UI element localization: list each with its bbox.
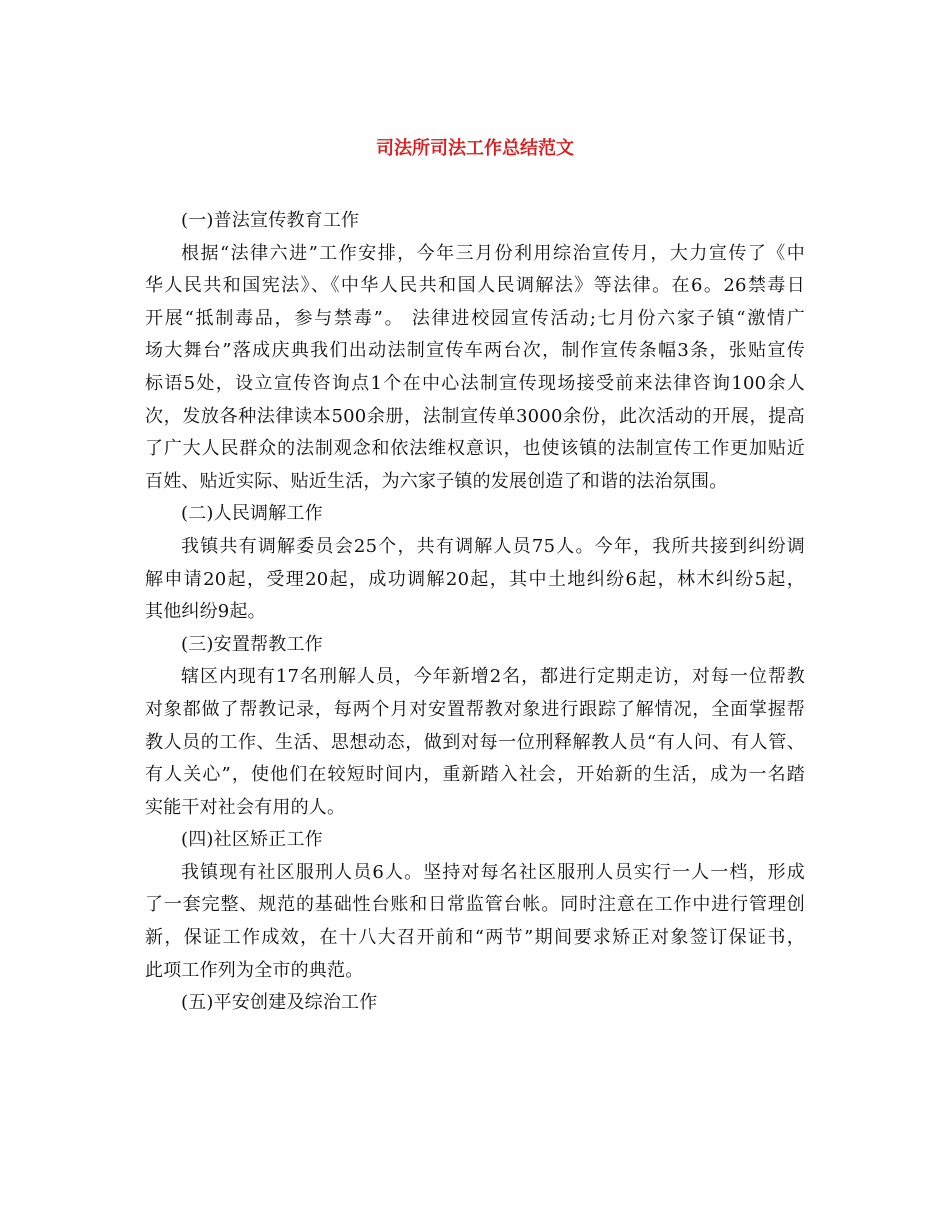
paragraph-line: 次，发放各种法律读本500余册，法制宣传单3000余份，此次活动的开展，提高 xyxy=(145,405,805,427)
paragraph-line: 对象都做了帮教记录，每两个月对安置帮教对象进行跟踪了解情况，全面掌握帮 xyxy=(145,698,805,720)
document-body xyxy=(145,205,805,1020)
paragraph-line: 教人员的工作、生活、思想动态，做到对每一位刑释解教人员“有人问、有人管、 xyxy=(145,731,805,753)
paragraph-line: 百姓、贴近实际、贴近生活，为六家子镇的发展创造了和谐的法治氛围。 xyxy=(145,470,728,492)
section-heading: (五)平安创建及综治工作 xyxy=(181,992,378,1014)
paragraph-line: 实能干对社会有用的人。 xyxy=(145,796,346,818)
section-heading: (三)安置帮教工作 xyxy=(181,633,323,655)
paragraph-line: 其他纠纷9起。 xyxy=(145,601,266,623)
paragraph-line: 解申请20起，受理20起，成功调解20起，其中土地纠纷6起，林木纠纷5起， xyxy=(145,568,805,590)
paragraph-line: 开展“抵制毒品，参与禁毒”。 法律进校园宣传活动;七月份六家子镇“激情广 xyxy=(145,307,805,329)
paragraph-line: 我镇现有社区服刑人员6人。坚持对每名社区服刑人员实行一人一档，形成 xyxy=(181,861,805,883)
paragraph-line: 场大舞台”落成庆典我们出动法制宣传车两台次，制作宣传条幅3条，张贴宣传 xyxy=(145,340,805,362)
paragraph-line: 标语5处，设立宣传咨询点1个在中心法制宣传现场接受前来法律咨询100余人 xyxy=(145,372,805,394)
paragraph-line: 辖区内现有17名刑解人员，今年新增2名，都进行定期走访，对每一位帮教 xyxy=(181,666,805,688)
paragraph-line: 有人关心”，使他们在较短时间内，重新踏入社会，开始新的生活，成为一名踏 xyxy=(145,764,805,786)
paragraph-line: 根据“法律六进”工作安排，今年三月份利用综治宣传月，大力宣传了《中 xyxy=(181,242,805,264)
paragraph-line: 新，保证工作成效，在十八大召开前和“两节”期间要求矫正对象签订保证书， xyxy=(145,927,805,949)
paragraph-line: 我镇共有调解委员会25个，共有调解人员75人。今年，我所共接到纠纷调 xyxy=(181,535,805,557)
section-heading: (四)社区矫正工作 xyxy=(181,829,323,851)
section-heading: (二)人民调解工作 xyxy=(181,503,323,525)
document-title: 司法所司法工作总结范文 xyxy=(376,138,574,159)
paragraph-line: 华人民共和国宪法》、《中华人民共和国人民调解法》等法律。在6。26禁毒日 xyxy=(145,275,805,297)
paragraph-line: 此项工作列为全市的典范。 xyxy=(145,959,364,981)
paragraph-line: 了一套完整、规范的基础性台账和日常监管台帐。同时注意在工作中进行管理创 xyxy=(145,894,805,916)
section-heading: (一)普法宣传教育工作 xyxy=(181,210,360,231)
paragraph-line: 了广大人民群众的法制观念和依法维权意识，也使该镇的法制宣传工作更加贴近 xyxy=(145,438,805,460)
